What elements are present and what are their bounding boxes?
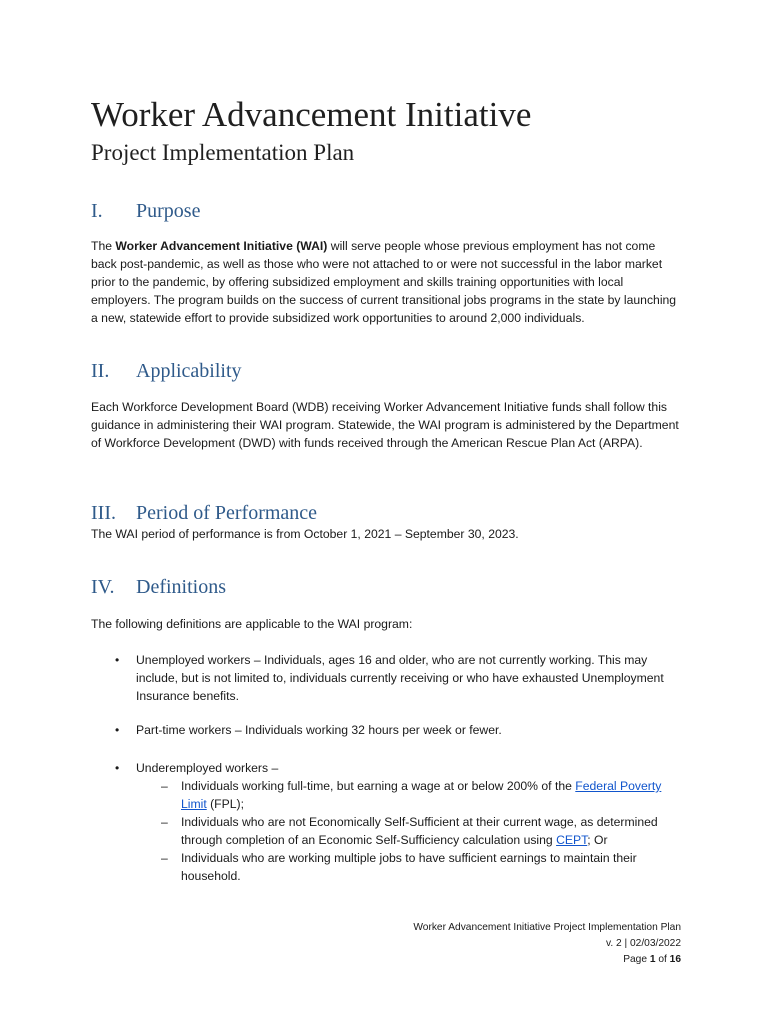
section-number: IV. xyxy=(91,576,115,598)
purpose-paragraph xyxy=(91,237,679,327)
underemployed-sublist xyxy=(136,777,681,885)
sub-item-text: Individuals who are not Economically Self-Sufficient at their current wage, as determined through completion of an Economic Self-Sufficiency calculation using xyxy=(181,815,658,847)
sub-item-text: Individuals working full-time, but earning a wage at or below 200% of the xyxy=(181,779,576,793)
page-total: 16 xyxy=(669,954,681,965)
section-title: Purpose xyxy=(136,200,201,222)
list-item-text: Unemployed workers – Individuals, ages 16 and older, who are not currently working. This may include, but is not limited to, individuals currently receiving or who have exhausted Unemployment Insurance benefits. xyxy=(136,653,664,703)
page-current: 1 xyxy=(649,954,656,965)
list-item-unemployed xyxy=(91,651,681,705)
section-number: III. xyxy=(91,502,116,524)
dash-icon: – xyxy=(161,779,168,793)
sub-item-multiple-jobs xyxy=(136,849,681,885)
definitions-list xyxy=(91,651,681,885)
footer-document-title: Worker Advancement Initiative Project Implementation Plan xyxy=(413,922,681,933)
section-number: I. xyxy=(91,200,103,222)
footer-page-number xyxy=(413,952,681,968)
page-footer xyxy=(413,920,681,968)
list-item-part-time xyxy=(91,721,681,739)
cept-link[interactable]: CEPT xyxy=(556,833,588,847)
sub-item-self-sufficiency xyxy=(136,813,681,849)
program-name-bold: Worker Advancement Initiative (WAI) xyxy=(115,239,328,253)
section-heading-period xyxy=(91,500,691,526)
section-number: II. xyxy=(91,360,110,382)
section-title: Period of Performance xyxy=(136,502,318,524)
list-item-text: Underemployed workers – xyxy=(136,761,279,775)
sub-item-text: Individuals who are working multiple jobs to have sufficient earnings to maintain their household. xyxy=(181,851,637,883)
period-paragraph: The WAI period of performance is from October 1, 2021 – September 30, 2023. xyxy=(91,527,519,541)
list-item-underemployed xyxy=(91,759,681,885)
definitions-intro: The following definitions are applicable to the WAI program: xyxy=(91,617,413,631)
page-of: of xyxy=(655,954,670,965)
page-label: Page xyxy=(623,954,650,965)
section-title: Definitions xyxy=(136,576,226,598)
sub-item-suffix: ; Or xyxy=(587,833,608,847)
purpose-intro-prefix: The xyxy=(91,239,116,253)
section-heading-purpose xyxy=(91,198,691,224)
applicability-paragraph: Each Workforce Development Board (WDB) receiving Worker Advancement Initiative funds shall follow this guidance in administering their WAI program. Statewide, the WAI program is administered by the Department of Workforce Development (DWD) with funds received through the American Rescue Plan Act (ARPA). xyxy=(91,400,679,450)
sub-item-suffix: (FPL); xyxy=(206,797,244,811)
sub-item-fpl xyxy=(136,777,681,813)
bullet-icon: • xyxy=(115,653,120,667)
document-title: Worker Advancement Initiative xyxy=(91,95,532,134)
purpose-body: will serve people whose previous employment has not come back post-pandemic, as well as those who were not attached to or were not successful in the labor market prior to the pandemic, by offering subsidized employment and skills training opportunities with local employers. The program builds on the success of current transitional jobs programs in the state by launching a new, statewide effort to provide subsidized work opportunities to around 2,000 individuals. xyxy=(91,239,677,325)
list-item-text: Part-time workers – Individuals working 32 hours per week or fewer. xyxy=(136,723,502,737)
section-title: Applicability xyxy=(136,360,242,382)
dash-icon: – xyxy=(161,851,168,865)
bullet-icon: • xyxy=(115,723,120,737)
dash-icon: – xyxy=(161,815,168,829)
footer-version: v. 2 | 02/03/2022 xyxy=(606,938,681,949)
federal-poverty-limit-link[interactable]: Federal Poverty Limit xyxy=(181,779,662,811)
document-subtitle: Project Implementation Plan xyxy=(91,140,355,165)
section-heading-applicability xyxy=(91,358,691,384)
section-heading-definitions xyxy=(91,574,691,600)
bullet-icon: • xyxy=(115,761,120,775)
